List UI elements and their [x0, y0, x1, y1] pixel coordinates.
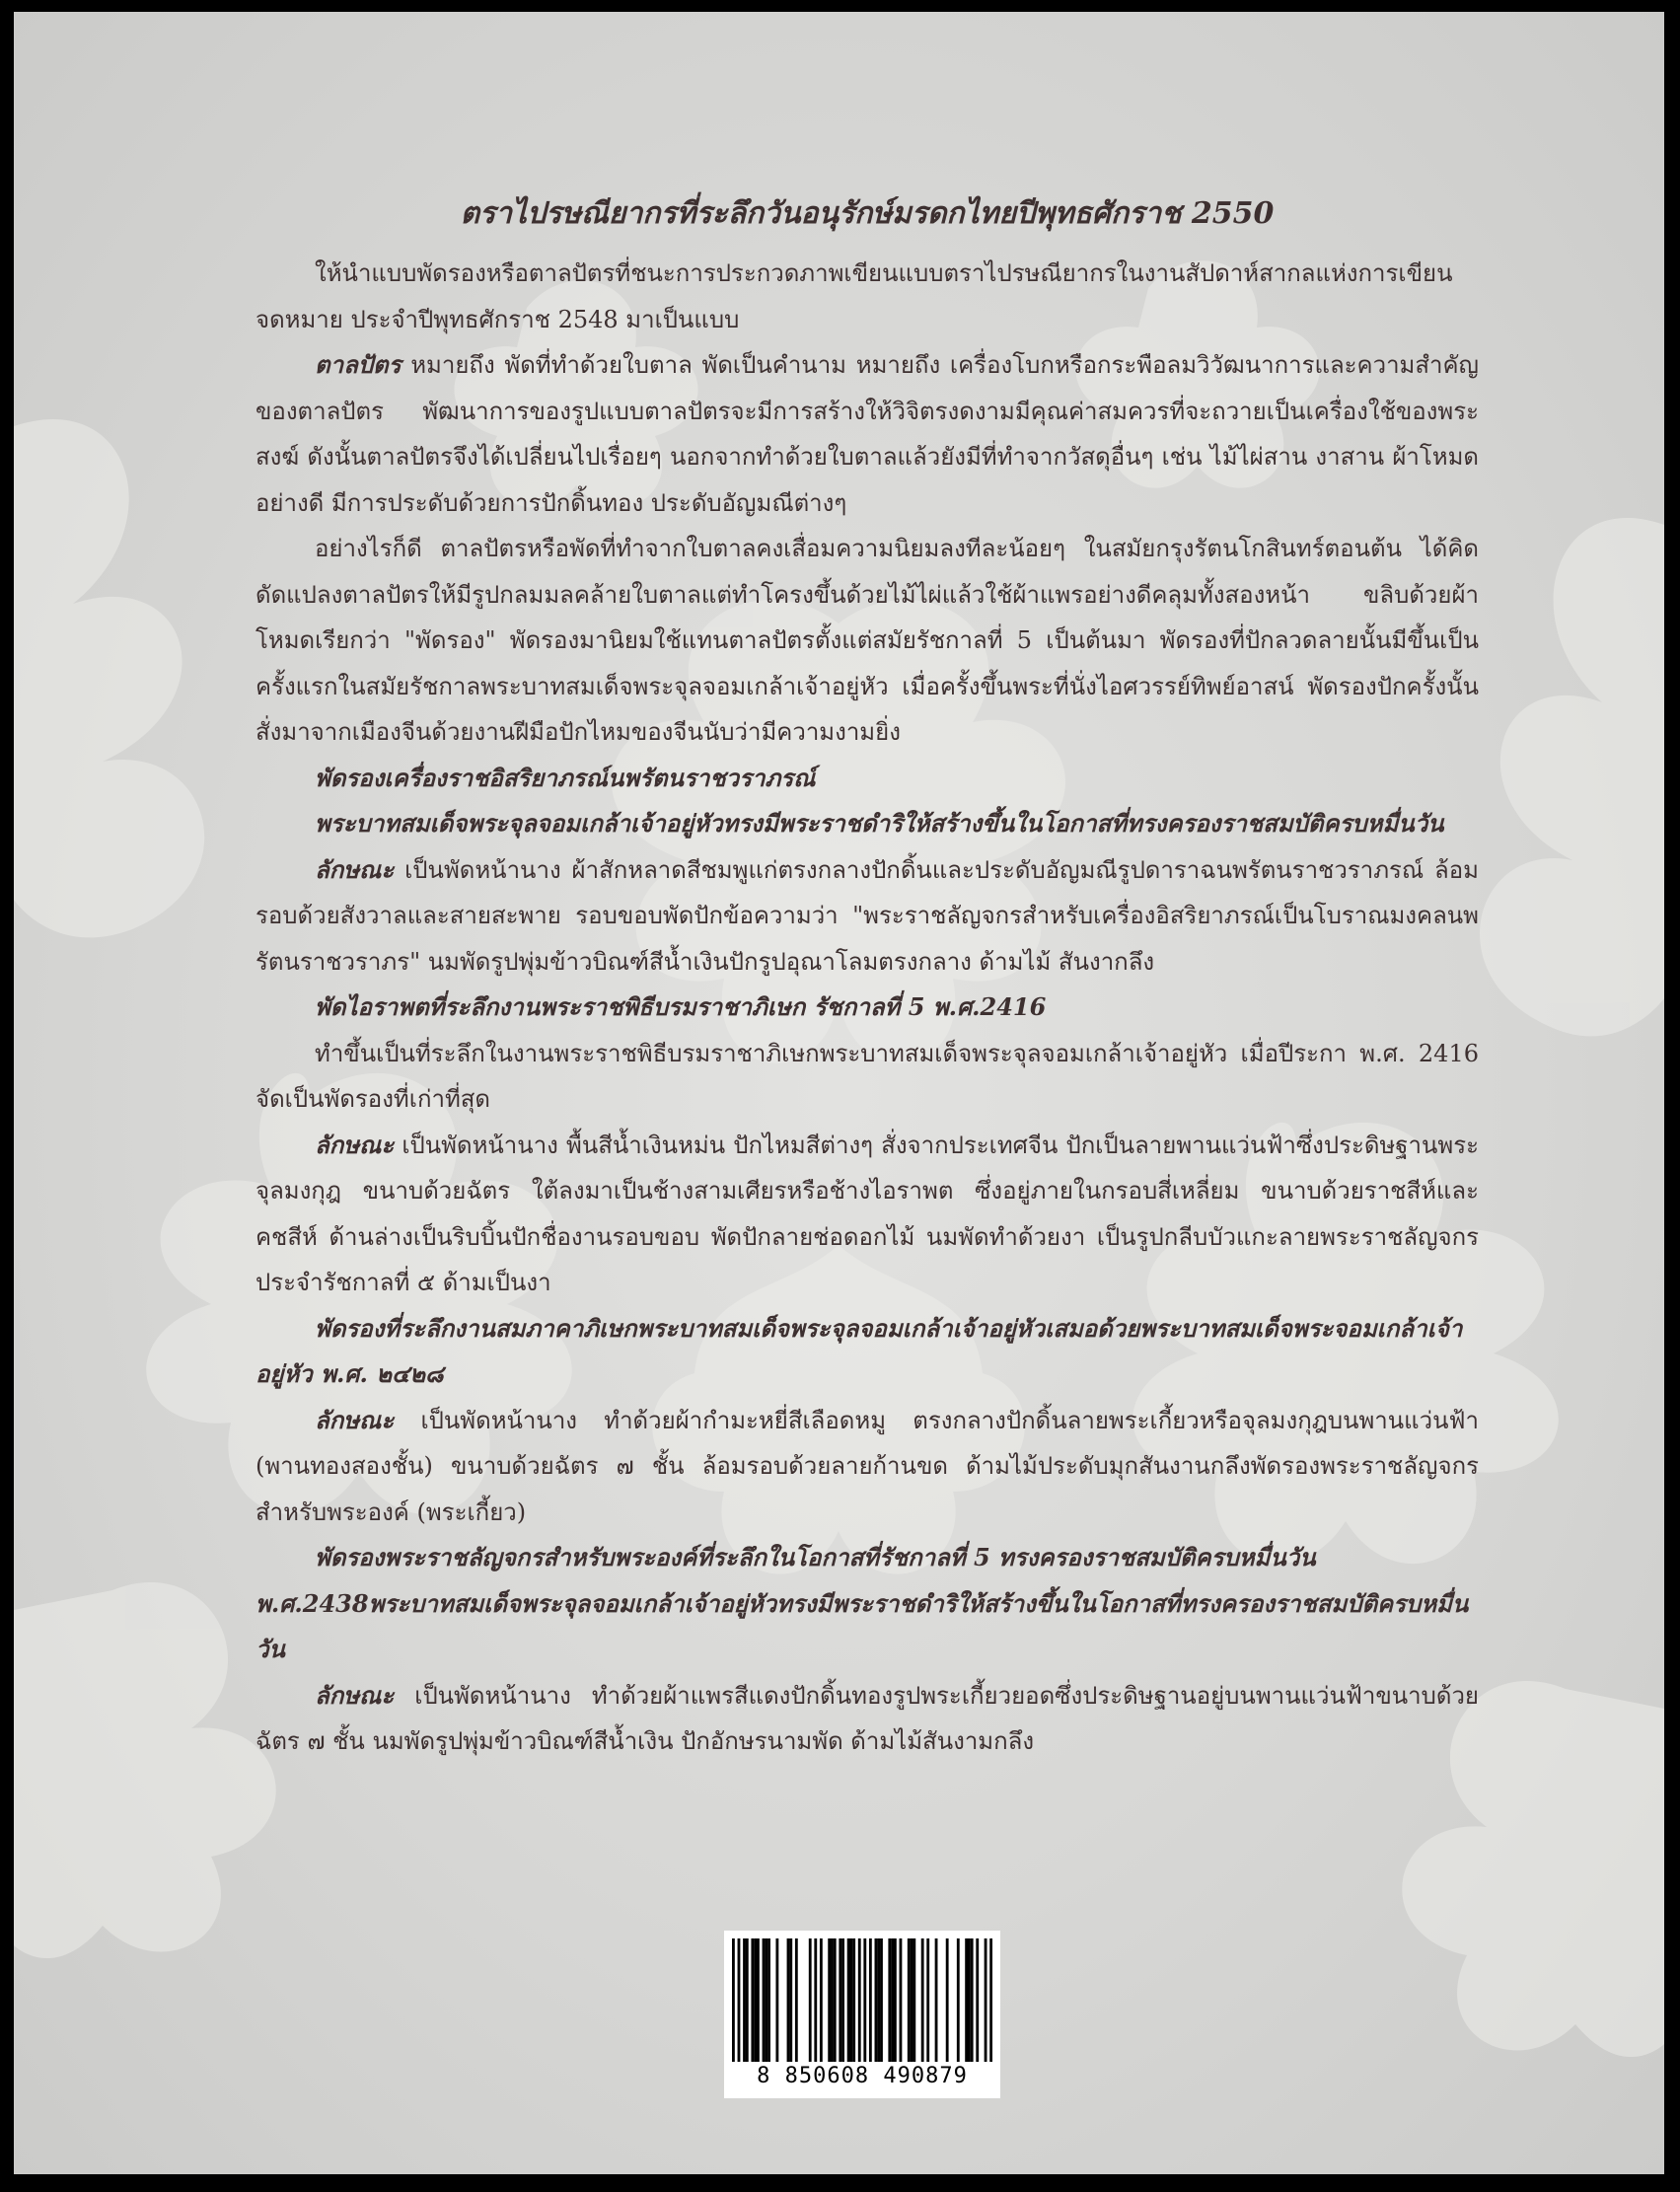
barcode-bar — [946, 1938, 949, 2062]
paragraph-talapat — [256, 342, 1479, 526]
paragraph-sombhak-features-text: เป็นพัดหน้านาง ทำด้วยผ้ากำมะหยี่สีเลือดหมู ตรงกลางปักดิ้นลายพระเกี้ยวหรือจุลมงกุฎบนพานแว่นฟ้า (พานทองสองชั้น) ขนาบด้วยฉัตร ๗ ชั้น ล้อมรอบด้วยลายก้านขด ด้ามไม้ประดับมุกสันงานกลึงพัดรองพระราชลัญจกรสำหรับพระองค์ (พระเกี้ยว) — [256, 1406, 1479, 1526]
barcode-bar — [831, 1938, 834, 2062]
barcode-bar — [828, 1938, 831, 2062]
barcode-bar — [911, 1938, 913, 2062]
barcode-bar — [869, 1938, 872, 2062]
paragraph-airavata-origin: ทำขึ้นเป็นที่ระลึกในงานพระราชพิธีบรมราชาภิเษกพระบาทสมเด็จพระจุลจอมเกล้าเจ้าอยู่หัว เมื่อปีระกา พ.ศ. 2416 จัดเป็นพัดรองที่เก่าที่สุด — [256, 1039, 1479, 1113]
page-sheet — [14, 12, 1664, 2174]
heading-royal-seal-fan: พัดรองพระราชลัญจกรสำหรับพระองค์ที่ระลึกในโอกาสที่รัชกาลที่ 5 ทรงครองราชสมบัติครบหมื่นวัน พ.ศ.2438พระบาทสมเด็จพระจุลจอมเกล้าเจ้าอยู่หัวทรงมีพระราชดำริให้สร้างขึ้นในโอกาสที่ทรงครองราชสมบัติครบหมื่นวัน — [256, 1543, 1469, 1663]
barcode-bar — [968, 1938, 971, 2062]
barcode-bar — [891, 1938, 894, 2062]
term-talapat: ตาลปัตร — [315, 350, 402, 379]
paragraph-nopparat-features — [256, 847, 1479, 986]
barcode-bar — [880, 1938, 883, 2062]
paragraph-airavata-features — [256, 1123, 1479, 1306]
heading-nopparat-fan: พัดรองเครื่องราชอิสริยาภรณ์นพรัตนราชวราภรณ์ — [315, 763, 816, 792]
barcode-bar — [751, 1938, 754, 2062]
barcode-bar — [775, 1938, 778, 2062]
paragraph-history: อย่างไรก็ดี ตาลปัตรหรือพัดที่ทำจากใบตาลคงเสื่อมความนิยมลงทีละน้อยๆ ในสมัยกรุงรัตนโกสินทร์ตอนต้น ได้คิดดัดแปลงตาลปัตรให้มีรูปกลมมลคล้ายใบตาลแต่ทำโครงขึ้นด้วยไม้ไผ่แล้วใช้ผ้าแพรอย่างดีคลุมทั้งสองหน้า ขลิบด้วยผ้าโหมดเรียกว่า "พัดรอง" พัดรองมานิยมใช้แทนตาลปัตรตั้งแต่สมัยรัชกาลที่ 5 เป็นต้นมา พัดรองที่ปักลวดลายนั้นมีขึ้นเป็นครั้งแรกในสมัยรัชกาลพระบาทสมเด็จพระจุลจอมเกล้าเจ้าอยู่หัว เมื่อครั้งขึ้นพระที่นั่งไอศวรรย์ทิพย์อาสน์ พัดรองปักครั้งนั้นสั่งมาจากเมืองจีนด้วยงานฝีมือปักไหมของจีนนับว่ามีความงามยิ่ง — [256, 535, 1479, 746]
paragraph-royal-seal-features-text: เป็นพัดหน้านาง ทำด้วยผ้าแพรสีแดงปักดิ้นทองรูปพระเกี้ยวยอดซึ่งประดิษฐานอยู่บนพานแว่นฟ้าขนาบด้วยฉัตร ๗ ชั้น นมพัดรูปพุ่มข้าวบิณฑ์สีน้ำเงิน ปักอักษรนามพัด ด้ามไม้สันงามกลึง — [256, 1681, 1479, 1755]
barcode-bar — [849, 1938, 852, 2062]
barcode-bar — [814, 1938, 817, 2062]
barcode-bar — [765, 1938, 767, 2062]
barcode-bar — [908, 1938, 911, 2062]
barcode-bar — [743, 1938, 746, 2062]
barcode-bar — [858, 1938, 861, 2062]
barcode-bar — [789, 1938, 792, 2062]
heading-airavata-fan: พัดไอราพตที่ระลึกงานพระราชพิธีบรมราชาภิเษก รัชกาลที่ 5 พ.ศ.2416 — [315, 992, 1047, 1021]
barcode-bar — [921, 1938, 924, 2062]
barcode-bar — [926, 1938, 929, 2062]
barcode-bar — [820, 1938, 823, 2062]
barcode-bar — [795, 1938, 798, 2062]
barcode-bar — [894, 1938, 897, 2062]
barcode-bar — [863, 1938, 866, 2062]
barcode-bar — [852, 1938, 855, 2062]
barcode-bar — [957, 1938, 960, 2062]
barcode-bar — [839, 1938, 841, 2062]
barcode-bar — [746, 1938, 749, 2062]
paragraph-sombhak-features — [256, 1398, 1479, 1536]
barcode-bar — [809, 1938, 812, 2062]
heading-nopparat-origin: พระบาทสมเด็จพระจุลจอมเกล้าเจ้าอยู่หัวทรงมีพระราชดำริให้สร้างขึ้นในโอกาสที่ทรงครองราชสมบัติครบหมื่นวัน — [315, 809, 1444, 838]
barcode-bar — [754, 1938, 757, 2062]
barcode-bar — [757, 1938, 760, 2062]
barcode-bar — [875, 1938, 878, 2062]
barcode-number: 8 850608 490879 — [757, 2064, 968, 2088]
barcode-bar — [900, 1938, 903, 2062]
barcode-bar — [913, 1938, 915, 2062]
barcode-bar — [965, 1938, 968, 2062]
barcode-bar — [732, 1938, 735, 2062]
heading-sombhak-fan: พัดรองที่ระลึกงานสมภาคาภิเษกพระบาทสมเด็จพระจุลจอมเกล้าเจ้าอยู่หัวเสมอด้วยพระบาทสมเด็จพระจอมเกล้าเจ้าอยู่หัว พ.ศ. ๒๔๒๘ — [256, 1313, 1463, 1388]
paragraph-royal-seal-features — [256, 1673, 1479, 1765]
barcode-bar — [888, 1938, 891, 2062]
barcode-bars — [732, 1938, 992, 2062]
barcode-bar — [877, 1938, 880, 2062]
barcode-bar — [738, 1938, 741, 2062]
term-features-2: ลักษณะ — [315, 1130, 395, 1159]
intro-paragraph: ให้นำแบบพัดรองหรือตาลปัตรที่ชนะการประกวดภาพเขียนแบบตราไปรษณียากรในงานสัปดาห์สากลแห่งการเขียนจดหมาย ประจำปีพุทธศักราช 2548 มาเป็นแบบ — [256, 259, 1453, 333]
term-features-1: ลักษณะ — [315, 854, 395, 884]
term-features-4: ลักษณะ — [315, 1680, 395, 1710]
barcode-bar — [847, 1938, 850, 2062]
document-body — [256, 189, 1479, 1765]
barcode-bar — [763, 1938, 766, 2062]
barcode-bar — [976, 1938, 979, 2062]
barcode-bar — [985, 1938, 987, 2062]
paragraph-airavata-features-text: เป็นพัดหน้านาง พื้นสีน้ำเงินหม่น ปักไหมสีต่างๆ สั่งจากประเทศจีน ปักเป็นลายพานแว่นฟ้าซึ่งประดิษฐานพระจุลมงกุฎ ขนาบด้วยฉัตร ใต้ลงมาเป็นช้างสามเศียรหรือช้างไอราพต ซึ่งอยู่ภายในกรอบสี่เหลี่ยม ขนาบด้วยราชสีห์และคชสีห์ ด้านล่างเป็นริบบิ้นปักชื่องานรอบขอบ พัดปักลายช่อดอกไม้ นมพัดทำด้วยงา เป็นรูปกลีบบัวแกะลายพระราชลัญจกรประจำรัชกาลที่ ๕ ด้ามเป็นงา — [256, 1131, 1479, 1296]
barcode-bar — [971, 1938, 974, 2062]
barcode-bar — [841, 1938, 844, 2062]
barcode-bar — [989, 1938, 992, 2062]
barcode-bar — [935, 1938, 938, 2062]
barcode-bar — [787, 1938, 790, 2062]
page-title: ตราไปรษณียากรที่ระลึกวันอนุรักษ์มรดกไทยปีพุทธศักราช 2550 — [460, 196, 1275, 231]
barcode — [724, 1931, 1000, 2098]
barcode-bar — [834, 1938, 837, 2062]
paragraph-talapat-text: หมายถึง พัดที่ทำด้วยใบตาล พัดเป็นคำนาม หมายถึง เครื่องโบกหรือกระพือลมวิวัฒนาการและความสำคัญของตาลปัตร พัฒนาการของรูปแบบตาลปัตรจะมีการสร้างให้วิจิตรงดงามมีคุณค่าสมควรที่จะถวายเป็นเครื่องใช้ของพระสงฆ์ ดังนั้นตาลปัตรจึงได้เปลี่ยนไปเรื่อยๆ นอกจากทำด้วยใบตาลแล้วยังมีที่ทำจากวัสดุอื่นๆ เช่น ไม้ไผ่สาน งาสาน ผ้าโหมดอย่างดี มีการประดับด้วยการปักดิ้นทอง ประดับอัญมณีต่างๆ — [256, 351, 1479, 517]
barcode-bar — [767, 1938, 770, 2062]
paragraph-nopparat-features-text: เป็นพัดหน้านาง ผ้าสักหลาดสีชมพูแก่ตรงกลางปักดิ้นและประดับอัญมณีรูปดาราฉนพรัตนราชวราภรณ์ ล้อมรอบด้วยสังวาลและสายสะพาย รอบขอบพัดปักข้อความว่า "พระราชลัญจกรสำหรับเครื่องอิสริยาภรณ์เป็นโบราณมงคลนพรัตนราชวราภร" นมพัดรูปพุ่มข้าวบิณฑ์สีน้ำเงินปักรูปอุณาโลมตรงกลาง ด้ามไม้ สันงากลึง — [256, 855, 1479, 976]
term-features-3: ลักษณะ — [315, 1405, 395, 1434]
